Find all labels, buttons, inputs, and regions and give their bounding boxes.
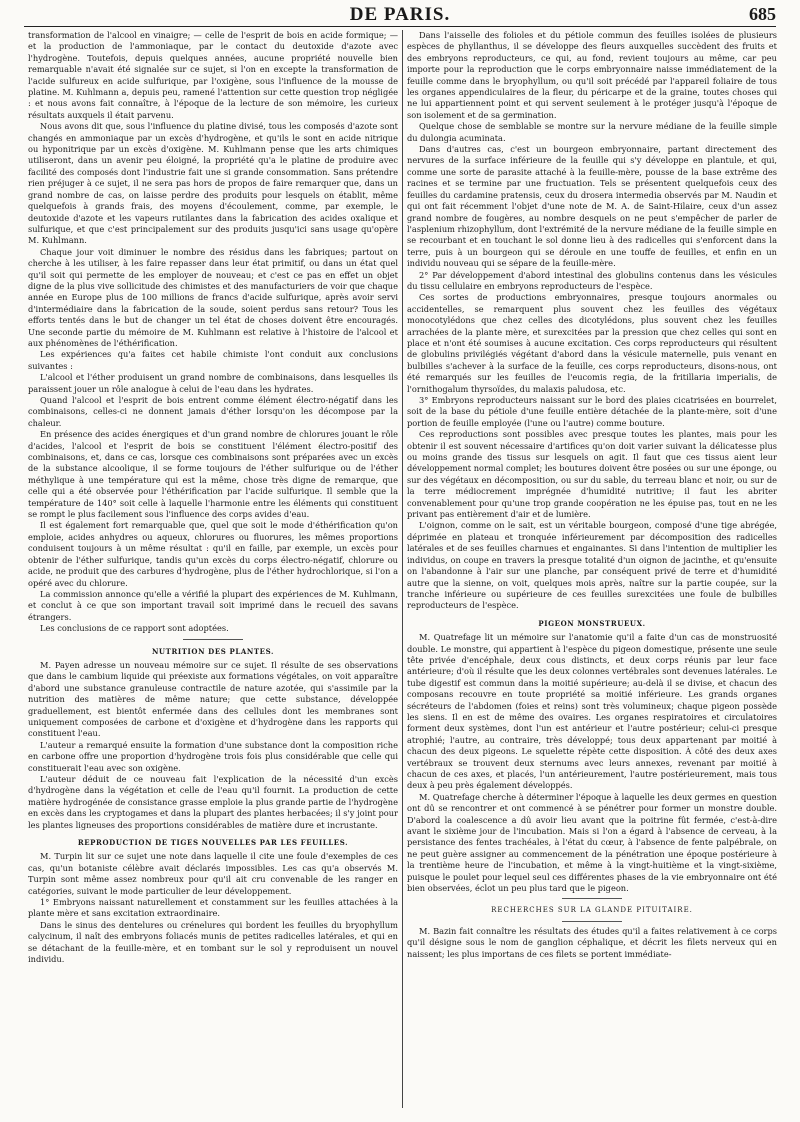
paragraph: Ces sortes de productions embryonnaires, presque toujours anormales ou accidentelles, se remarquent plus souvent chez les feuilles des végétaux monocotylédons que chez celles des dicotylédons, plus souvent chez les feuilles arrachées de la plante mère, et surexcitées par la pression que chez celles qui sont en place et n'ont été soumises à aucune excitation. Ces corps reproducteurs qui résultent de globulins privilégiés végétant d'abord dans la vésicule maternelle, puis venant en bulbilles s'achever à la surface de la feuille, ces corps reproducteurs, disons-nous, ont été remarqués sur les feuilles de l'eucomis regia, de la fritillaria imperialis, de l'ornithogalum thyrsoïdes, du malaxis paludosa, etc. xyxy=(407,292,777,394)
paragraph: L'auteur a remarqué ensuite la formation d'une substance dont la composition riche en carbone offre une proportion d'hydrogène trois fois plus considérable que celle qui constituerait l'eau avec son oxigène. xyxy=(28,739,398,773)
paragraph: M. Bazin fait connaître les résultats des études qu'il a faites relativement à ce corps qu'il désigne sous le nom de ganglion céphalique, et décrit les filets nerveux qui en naissent; les plus importans de ces filets se portent immédiate- xyxy=(407,925,777,959)
paragraph: L'oignon, comme on le sait, est un véritable bourgeon, composé d'une tige abrégée, déprimée en plateau et tronquée inférieurement par décomposition des radicelles latérales et de ses feuilles charnues et engainantes. Si dans l'intention de multiplier les individus, on coupe en travers la presque totalité d'un oignon de jacinthe, et qu'ensuite on l'abandonne à l'air sur une planche, par conséquent privé de terre et d'humidité autre que la sienne, on voit, quelques mois après, naître sur la partie coupée, sur la tranche inférieure ou supérieure de ces feuilles surexcitées une foule de bulbilles reproducteurs de l'espèce. xyxy=(407,520,777,611)
paragraph: Il est également fort remarquable que, quel que soit le mode d'éthérification qu'on emploie, acides anhydres ou aqueux, chlorures ou fluorures, les mêmes proportions conduisent toujours à un même résultat : qu'il en faille, par exemple, un excès pour obtenir de l'éther sulfurique, tandis qu'un excès du corps électro-négatif, chlorure ou acide, ne produit que des carbures d'hydrogène, plus de l'éther hydrochlorique, si l'on a opéré avec du chlorure. xyxy=(28,520,398,588)
page-title: DE PARIS. xyxy=(349,4,451,25)
paragraph: Nous avons dit que, sous l'influence du platine divisé, tous les composés d'azote sont changés en ammoniaque par un excès d'hydrogène, et qu'ils le sont en acide nitrique ou hyponitrique par un excès d'oxigène. M. Kuhlmann pense que les arts chimiques utiliseront, dans un avenir peu éloigné, la propriété qu'a le platine de produire avec facilité des composés dont l'industrie fait une si grande consommation. Sans prétendre rien préjuger à ce sujet, il ne sera pas hors de propos de faire remarquer que, dans un grand nombre de cas, on laisse perdre des produits pour lesquels on établit, même quelquefois à grands frais, des moyens d'écoulement, comme, par exemple, le deutoxide d'azote et les vapeurs rutilantes dans la fabrication des acides oxalique et sulfurique, et que c'est principalement sur des produits jusqu'ici sans usage qu'opère M. Kuhlmann. xyxy=(28,121,398,246)
paragraph: La commission annonce qu'elle a vérifié la plupart des expériences de M. Kuhlmann, et conclut à ce que son important travail soit imprimé dans le recueil des savans étrangers. xyxy=(28,588,398,622)
left-column xyxy=(28,30,398,1108)
paragraph: Chaque jour voit diminuer le nombre des résidus dans les fabriques; partout on cherche à les utiliser, à les faire repasser dans leur état primitif, ou dans un état quel qu'il soit qui permette de les employer de nouveau; et c'est ce pas en effet un objet digne de la plus vive sollicitude des chimistes et des manufacturiers de voir que chaque année en Europe plus de 100 millions de francs d'acide sulfurique, après avoir servi d'intermédiaire dans la fabrication de la soude, soient perdus sans retour? Tous les efforts tentés dans le but de changer un tel état de choses doivent être encouragés. Une seconde partie du mémoire de M. Kuhlmann est relative à l'histoire de l'alcool et aux phénomènes de l'éthérification. xyxy=(28,246,398,348)
paragraph: M. Turpin lit sur ce sujet une note dans laquelle il cite une foule d'exemples de ces cas, qu'un botaniste célèbre avait déclarés impossibles. Les cas qu'a observés M. Turpin sont même assez nombreux pour qu'il ait cru convenable de les ranger en catégories, suivant le mode particulier de leur développement. xyxy=(28,851,398,896)
paragraph: Quand l'alcool et l'esprit de bois entrent comme élément électro-négatif dans les combinaisons, celles-ci ne donnent jamais d'éther lorsqu'on les décompose par la chaleur. xyxy=(28,395,398,428)
paragraph: Les expériences qu'a faites cet habile chimiste l'ont conduit aux conclusions suivantes : xyxy=(28,349,398,371)
paragraph: Quelque chose de semblable se montre sur la nervure médiane de la feuille simple du dulongia acuminata. xyxy=(407,121,777,143)
paragraph: En présence des acides énergiques et d'un grand nombre de chlorures jouant le rôle d'acides, l'alcool et l'esprit de bois se constituent l'élément électro-positif des combinaisons, et, dans ce cas, lorsque ces combinaisons sont préparées avec un excès de la substance alcoolique, il se forme toujours de l'éther sulfurique ou de l'éther méthylique à une température qui est la même, chose très digne de remarque, que celle qui a été observée pour l'éthérification par l'acide sulfurique. Il semble que la température de 140° soit celle à laquelle l'harmonie entre les éléments qui constituent se rompt le plus facilement sous l'influence des corps avides d'eau. xyxy=(28,429,398,520)
paragraph: L'auteur déduit de ce nouveau fait l'explication de la nécessité d'un excès d'hydrogène dans la végétation et celle de l'eau qu'il fournit. La production de cette matière hydrogénée de consistance grasse emploie la plus grande partie de l'hydrogène en excès dans les cryptogames et dans la plupart des plantes herbacées; il s'y joint pour les plantes ligneuses des proportions considérables de matière dure et incrustante. xyxy=(28,774,398,830)
section-heading-nutrition: NUTRITION DES PLANTES. xyxy=(151,646,275,656)
right-column xyxy=(407,30,777,1108)
section-heading-pigeon: PIGEON MONSTRUEUX. xyxy=(538,618,646,628)
paragraph: Dans le sinus des dentelures ou crénelures qui bordent les feuilles du bryophyllum calycinum, il naît des embryons foliacés munis de petites radicelles latérales, et qui en se détachant de la feuille-mère, et en tombant sur le sol y reproduisent un nouvel individu. xyxy=(28,919,398,965)
section-divider xyxy=(562,898,622,899)
paragraph: L'alcool et l'éther produisent un grand nombre de combinaisons, dans lesquelles ils paraissent jouer un rôle analogue à celui de l'eau dans les hydrates. xyxy=(28,372,398,394)
paragraph: Les conclusions de ce rapport sont adoptées. xyxy=(40,623,229,634)
paragraph: M. Payen adresse un nouveau mémoire sur ce sujet. Il résulte de ses observations que dans le cambium liquide qui préexiste aux formations végétales, on voit apparaître d'abord une substance granuleuse contractile de nature azotée, qui s'assimile par la nutrition des matières de même nature; que cette substance, développée graduellement, est bientôt enfermée dans des cellules dont les membranes sont uniquement composées de carbone et d'oxigène et d'hydrogène dans les rapports qui constituent l'eau. xyxy=(28,659,398,739)
paragraph: Dans l'aisselle des folioles et du pétiole commun des feuilles isolées de plusieurs espèces de phyllanthus, il se développe des fleurs auxquelles succèdent des fruits et des embryons reproducteurs, ce qui, au fond, revient toujours au même, car peu importe pour la reproduction que le corps embryonnaire naisse immédiatement de la feuille comme dans le bryophyllum, ou qu'il soit précédé par l'appareil foliaire de tous les organes appendiculaires de la fleur, du péricarpe et de la graine, toutes choses qui ne lui appartiennent point et qui servent seulement à le protéger jusqu'à l'époque de son isolement et de sa germination. xyxy=(407,30,777,120)
column-divider xyxy=(402,30,403,1108)
section-divider xyxy=(562,921,622,922)
paragraph: Ces reproductions sont possibles avec presque toutes les plantes, mais pour les obtenir il est souvent nécessaire d'artifices qu'on doit varier suivant la délicatesse plus ou moins grande des tissus sur lesquels on agit. Il faut que ces tissus aient leur développement normal complet; les boutures doivent être posées ou sur une éponge, ou sur des végétaux en décomposition, ou sur du sable, du terreau blanc et noir, ou sur de la terre médiocrement imprégnée d'humidité nutritive; il faut les abriter convenablement pour qu'une trop grande coopération ne les épuise pas, tout en ne les privant pas entièrement d'air et de lumière. xyxy=(407,429,777,520)
paragraph: M. Quatrefage cherche à déterminer l'époque à laquelle les deux germes en question ont dû se rencontrer et ont commencé à se pénétrer pour former un monstre double. D'abord la coalescence a dû avoir lieu avant que la poitrine fût fermée, c'est-à-dire avant le sixième jour de l'incubation. Mais si l'on a égard à l'absence de cerveau, à la persistance des fentes trachéales, à l'état du cœur, à l'absence de fente palpébrale, on ne peut guère assigner au commencement de la pénétration une époque postérieure à la trentième heure de l'incubation, et même à la vingt-huitième et la vingt-sixième, puisque le poulet pour lequel seul ces différentes phases de la vie embryonnaire ont été bien observées, éclot un peu plus tard que le pigeon. xyxy=(407,791,777,894)
page-number: 685 xyxy=(749,4,776,24)
section-heading-reproduction: REPRODUCTION DE TIGES NOUVELLES PAR LES FEUILLES. xyxy=(77,838,349,848)
header-rule xyxy=(24,26,776,27)
section-heading-glande: RECHERCHES SUR LA GLANDE PITUITAIRE. xyxy=(491,906,693,915)
section-divider xyxy=(183,639,243,640)
paragraph: transformation de l'alcool en vinaigre; — celle de l'esprit de bois en acide formique; — et la production de l'ammoniaque, par le contact du deutoxide d'azote avec l'hydrogène. Toutefois, depuis quelques années, aucune propriété nouvelle bien remarquable n'avait été signalée sur ce sujet, si l'on en excepte la transformation de l'acide sulfureux en acide sulfurique, par l'oxigène, sous l'influence de la mousse de platine. M. Kuhlmann a, depuis peu, ramené l'attention sur cette question trop négligée : et nous avons fait connaître, à l'époque de la lecture de son mémoire, les curieux résultats auxquels il était parvenu. xyxy=(28,30,398,120)
paragraph: 3° Embryons reproducteurs naissant sur le bord des plaies cicatrisées en bourrelet, soit de la base du pétiole d'une feuille entière détachée de la plante-mère, soit d'une portion de feuille employée (l'une ou l'autre) comme bouture. xyxy=(407,395,777,428)
running-header xyxy=(0,0,800,24)
paragraph: M. Quatrefage lit un mémoire sur l'anatomie qu'il a faite d'un cas de monstruosité double. Le monstre, qui appartient à l'espèce du pigeon domestique, présente une seule tête privée d'encéphale, deux cous distincts, et deux corps réunis par leur face antérieure; d'où il résulte que les deux colonnes vertébrales sont devenues latérales. Le tube digestif est commun dans la moitié supérieure; au-delà il se divise, et chacun des composans recouvre en toute propriété sa moitié inférieure. Les grands organes sécréteurs de l'abdomen (foies et reins) sont très volumineux; chaque pigeon possède les siens. Il en est de même des ovaires. Les organes respiratoires et circulatoires forment deux systèmes, dont l'un est antérieur et l'autre postérieur; celui-ci presque atrophié; l'autre, au contraire, très développé; tous deux appartenant par moitié à chacun des deux pigeons. Le squelette répète cette disposition. À côté des deux axes vertébraux se trouvent deux sternums avec leurs annexes, revenant par moitié à chacun de ces axes, et placés, l'un antérieurement, l'autre postérieurement, mais tous deux à peu près également développés. xyxy=(407,632,777,791)
paragraph: Dans d'autres cas, c'est un bourgeon embryonnaire, partant directement des nervures de la surface inférieure de la feuille qui s'y développe en plantule, et qui, comme une sorte de parasite attaché à la feuille-mère, pousse de la base extrême des racines et se termine par une fructuation. Tels se présentent quelquefois ceux des feuilles du cardamine pratensis, ceux du drosera intermedia observés par M. Naudin et qui ont fait récemment l'objet d'une note de M. A. de Saint-Hilaire, ceux d'un assez grand nombre de fougères, au nombre desquels on ne peut s'empêcher de parler de l'asplenium rhizophyllum, dont l'extrémité de la nervure médiane de la feuille simple en se recourbant et en touchant le sol donne lieu à des radicelles qui s'enforcent dans la terre, puis à un bourgeon qui se déroule en une touffe de feuilles, et enfin en un individu nouveau qui se sépare de la feuille-mère. xyxy=(407,144,777,269)
paragraph: 1° Embryons naissant naturellement et constamment sur les feuilles attachées à la plante mère et sans excitation extraordinaire. xyxy=(28,897,398,919)
paragraph: 2° Par développement d'abord intestinal des globulins contenus dans les vésicules du tissu cellulaire en embryons reproducteurs de l'espèce. xyxy=(407,269,777,291)
